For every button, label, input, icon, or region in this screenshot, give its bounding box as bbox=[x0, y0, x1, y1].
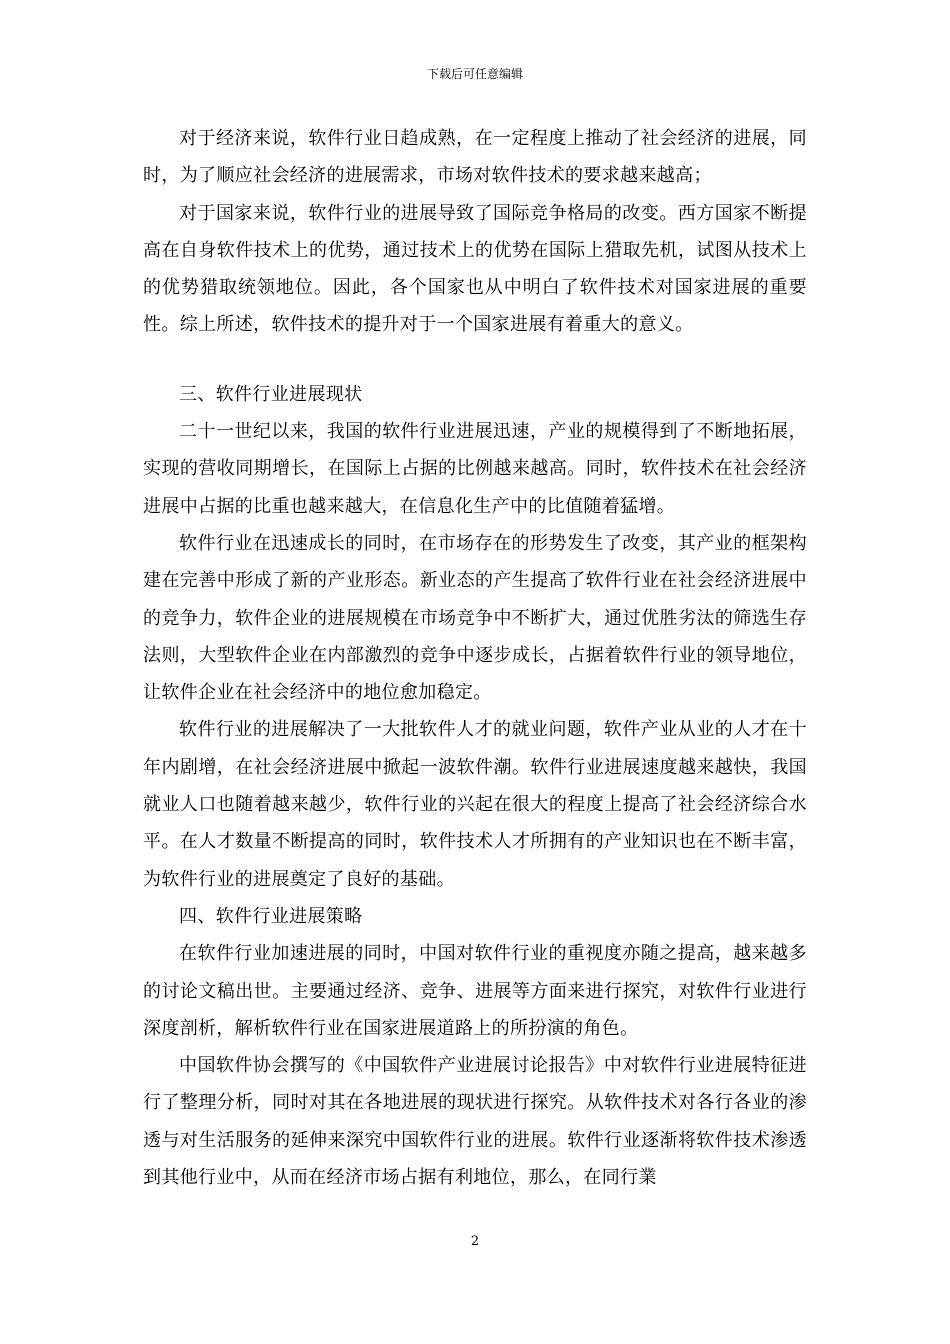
paragraph-status-talent: 软件行业的进展解决了一大批软件人才的就业问题，软件产业从业的人才在十年内剧增，在社会经济进展中掀起一波软件潮。软件行业进展速度越来越快，我国就业人口也随着越来越少，软件行业的兴起在很大的程度上提高了社会经济综合水平。在人才数量不断提高的同时，软件技术人才所拥有的产业知识也在不断丰富，为软件行业的进展奠定了良好的基础。 bbox=[143, 719, 807, 890]
paragraph-economy: 对于经济来说，软件行业日趋成熟，在一定程度上推动了社会经济的进展，同时，为了顺应社会经济的进展需求，市场对软件技术的要求越来越高； bbox=[143, 128, 807, 187]
page-header: 下载后可任意编辑 bbox=[426, 67, 523, 81]
paragraph-status-market: 软件行业在迅速成长的同时，在市场存在的形势发生了改变，其产业的框架构建在完善中形成了新的产业形态。新业态的产生提高了软件行业在社会经济进展中的竞争力，软件企业的进展规模在市场竞争中不断扩大，通过优胜劣汰的筛选生存法则，大型软件企业在内部激烈的竞争中逐步成长，占据着软件行业的领导地位，让软件企业在社会经济中的地位愈加稳定。 bbox=[143, 532, 807, 704]
paragraph-strategy-research: 在软件行业加速进展的同时，中国对软件行业的重视度亦随之提高，越来越多的讨论文稿出世。主要通过经济、竞争、进展等方面来进行探究，对软件行业进行深度剖析，解析软件行业在国家进展道路上的所扮演的角色。 bbox=[143, 943, 807, 1039]
section-heading-status: 三、软件行业进展现状 bbox=[179, 383, 363, 405]
page-number: 2 bbox=[470, 1234, 480, 1249]
paragraph-status-growth: 二十一世纪以来，我国的软件行业进展迅速，产业的规模得到了不断地拓展，实现的营收同期增长，在国际上占据的比例越来越高。同时，软件技术在社会经济进展中占据的比重也越来越大，在信息化生产中的比值随着猛增。 bbox=[143, 421, 807, 517]
section-heading-strategy: 四、软件行业进展策略 bbox=[179, 905, 363, 927]
document-body bbox=[143, 120, 807, 1196]
paragraph-nation: 对于国家来说，软件行业的进展导致了国际竞争格局的改变。西方国家不断提高在自身软件技术上的优势，通过技术上的优势在国际上猎取先机，试图从技术上的优势猎取统领地位。因此，各个国家也从中明白了软件技术对国家进展的重要性。综上所述，软件技术的提升对于一个国家进展有着重大的意义。 bbox=[143, 202, 807, 336]
paragraph-strategy-report: 中国软件协会撰写的《中国软件产业进展讨论报告》中对软件行业进展特征进行了整理分析，同时对其在各地进展的现状进行探究。从软件技术对各行各业的渗透与对生活服务的延伸来深究中国软件行业的进展。软件行业逐渐将软件技术渗透到其他行业中，从而在经济市场占据有利地位，那么，在同行業 bbox=[143, 1055, 807, 1189]
